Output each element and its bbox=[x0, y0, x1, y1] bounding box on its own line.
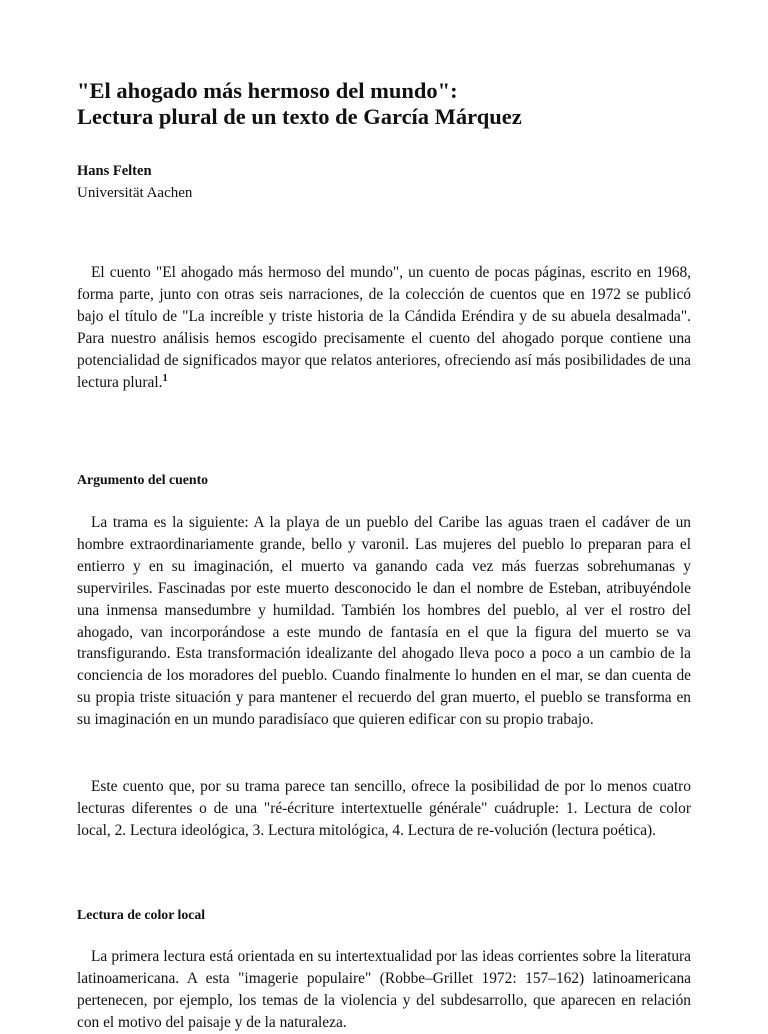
section-heading-color-local: Lectura de color local bbox=[77, 907, 206, 922]
section2-paragraph-1: La primera lectura está orientada en su intertextualidad por las ideas corrientes sobre la literatura latinoamericana. A esta "imagerie populaire" (Robbe–Grillet 1972: 157–162) latinoamericana pertenecen, por ejemplo, los temas de la violencia y del subdesarrollo, que aparecen en relación con el motivo del paisaje y de la naturaleza. bbox=[77, 948, 691, 1031]
section1-paragraph-2: Este cuento que, por su trama parece tan sencillo, ofrece la posibilidad de por lo menos cuatro lecturas diferentes o de una "ré-écriture intertextuelle générale" cuádruple: 1. Lectura de color local, 2. Lectura ideológica, 3. Lectura mitológica, 4. Lectura de re-volución (lectura poética). bbox=[77, 778, 691, 839]
intro-text: El cuento "El ahogado más hermoso del mundo", un cuento de pocas páginas, escrito en 1968, forma parte, junto con otras seis narraciones, de la colección de cuentos que en 1972 se publicó bajo el título de "La increíble y triste historia de la Cándida Eréndira y de su abuela desalmada". Para nuestro análisis hemos escogido precisamente el cuento del ahogado porque contiene una potencialidad de significados mayor que relatos anteriores, ofreciendo así más posibilidades de una lectura plural. bbox=[77, 264, 691, 391]
intro-paragraph bbox=[77, 262, 691, 393]
section1-paragraph-1: La trama es la siguiente: A la playa de un pueblo del Caribe las aguas traen el cadáver de un hombre extraordinariamente grande, bello y varonil. Las mujeres del pueblo lo preparan para el entierro y en su imaginación, el muerto va ganando cada vez más fuerzas sobrehumanas y superviriles. Fascinadas por este muerto desconocido le dan el nombre de Esteban, atribuyéndole una inmensa mansedumbre y humildad. También los hombres del pueblo, al ver el rostro del ahogado, van incorporándose a este mundo de fantasía en el que la figura del muerto se va transfigurando. Esta transformación idealizante del ahogado lleva poco a poco a un cambio de la conciencia de los moradores del pueblo. Cuando finalmente lo hunden en el mar, se dan cuenta de su propia triste situación y para mantener el recuerdo del gran muerto, el pueblo se transforma en su imaginación en un mundo paradisíaco que quieren edificar con su propio trabajo. bbox=[77, 514, 691, 729]
title-line-1: "El ahogado más hermoso del mundo": bbox=[77, 78, 458, 103]
section-heading-argumento: Argumento del cuento bbox=[77, 472, 209, 487]
author-name: Hans Felten bbox=[77, 163, 152, 179]
article-title bbox=[77, 78, 697, 130]
footnote-mark: 1 bbox=[162, 372, 168, 384]
title-line-2: Lectura plural de un texto de García Márquez bbox=[77, 104, 522, 129]
author-block bbox=[77, 160, 192, 204]
author-affiliation: Universität Aachen bbox=[77, 185, 193, 201]
